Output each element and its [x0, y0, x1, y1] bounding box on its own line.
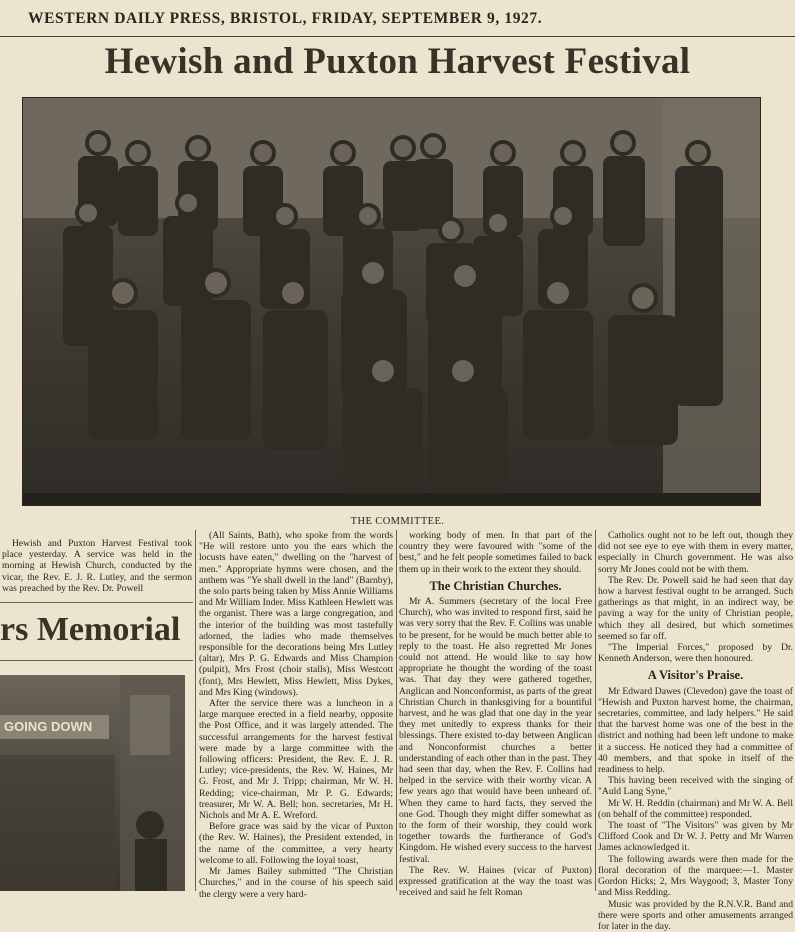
newspaper-masthead: [0, 0, 795, 37]
col4-paragraph: The toast of "The Visitors" was given by Mr Clifford Cook and Dr W. J. Petty and Mr Warren James acknowledged it.: [598, 820, 793, 854]
col4-paragraph: The Rev. Dr. Powell said he had seen that day how a harvest festival ought to be arranged. Such gatherings as that might, in an indirect way, be paving a way for the unity of Christian people, which they all desired, but which sometimes seemed so far off.: [598, 575, 793, 642]
committee-photo: [22, 97, 761, 506]
photo-caption: THE COMMITTEE.: [0, 516, 795, 527]
col3-paragraph: working body of men. In that part of the country they were favoured with "some of the best," and he felt people sometimes failed to back them up in their work to the extent they should.: [399, 530, 592, 575]
column-4: [598, 530, 793, 891]
col2-paragraph: (All Saints, Bath), who spoke from the words "He will restore unto you the ears which the locusts have eaten," dwelling on the "harvest of men." Appropriate hymns were chosen, and the anthem was "Ye shall dwell in the land" (Barnby), the solo parts being taken by Miss Annie Williams and Mr William Inder. Miss Kathleen Hewlett was the organist. There was a large congregation, and the interior of the building was most tastefully adorned, the ladies who made themselves responsible for the decorations being Mrs Lutley (altar), Mrs P. G. Edwards and Miss Champion (pulpit), Mrs Frost (choir stalls), Miss Westcott (font), Mrs Hewlett, Miss Hewlett, Miss Dykes, and Mrs King (windows).: [199, 530, 393, 698]
column-divider: [0, 602, 193, 603]
memorial-headline: rs Memorial: [0, 611, 192, 653]
col4-paragraph: The following awards were then made for the floral decoration of the marquee:—1. Master Gordon Hicks; 2, Mrs Waygood; 3, Master Tony and Miss Redding.: [598, 854, 793, 899]
column-2: [199, 530, 393, 891]
col4-paragraph: This having been received with the singing of "Auld Lang Syne,": [598, 775, 793, 797]
col3-paragraph: Mr A. Summers (secretary of the local Free Church), who was invited to respond first, said he was very sorry that the Rev. F. Collins was unable to be present, for he would be much better able to reply to the toast. He also regretted Mr Jones could not attend. He would like to say how appropriate he thought the wording of the toast was. That day they were gathered together, Anglican and Nonconformist, as parts of the great Christian Church in thanksgiving for a bountiful harvest, and he was glad that one day in the year they met unitedly to express thanks for their blessings. There existed to-day between Anglican and Nonconformist churches a better understanding of each other than in the past. They had seen that day, when the Rev. F. Collins had helped in the service with their worthy vicar. A few years ago that would have been unheard of. When they came to hard facts, they served the one God. Though they might differ somewhat as to the form of their worship, they could work together towards the furtherance of God's Kingdom. He wished every success to the harvest festival.: [399, 596, 592, 865]
memorial-sign: GOING DOWN: [0, 715, 109, 739]
col1-paragraph: Hewish and Puxton Harvest Festival took place yesterday. A service was held in the morning at Hewish Church, conducted by the vicar, the Rev. E. J. R. Lutley, and the sermon was preached by the Rev. Dr. Powell: [2, 538, 192, 594]
col4-paragraph: Music was provided by the R.N.V.R. Band and there were sports and other amusements arranged for later in the day.: [598, 899, 793, 932]
col3-paragraph: The Rev. W. Haines (vicar of Puxton) expressed gratification at the way the toast was received and said he felt Roman: [399, 865, 592, 899]
section-subheading: A Visitor's Praise.: [598, 670, 793, 681]
article-headline: Hewish and Puxton Harvest Festival: [0, 40, 795, 83]
col4-paragraph: Catholics ought not to be left out, though they did not see eye to eye with them in every matter, especially in Church government. He was also sorry Mr Jones could not be with them.: [598, 530, 793, 575]
col2-paragraph: After the service there was a luncheon in a large marquee erected in a field nearby, opposite the Post Office, and it was largely attended. The successful arrangements for the harvest festival were made by a large committee with the following officers: President, the Rev. E. J. R. Lutley; vice-presidents, the Rev. W. Haines, Mr G. Frost, and Mr J. Tripp; chairman, Mr W. H. Redding; vice-chairman, Mr P. G. Edwards; treasurer, Mr W. A. Bell; hon. secretaries, Mr H. Nichols and Mr A. E. Wreford.: [199, 698, 393, 821]
column-divider: [396, 530, 397, 891]
column-1: [2, 538, 192, 596]
col2-paragraph: Mr James Bailey submitted "The Christian Churches," and in the course of his speech said the clergy were a very hard-: [199, 866, 393, 900]
column-divider: [0, 660, 193, 661]
col4-paragraph: Mr W. H. Reddin (chairman) and Mr W. A. Bell (on behalf of the committee) responded.: [598, 798, 793, 820]
memorial-photo-illustration: [0, 675, 185, 891]
column-3: [399, 530, 592, 891]
memorial-photo: [0, 675, 185, 891]
col4-paragraph: "The Imperial Forces," proposed by Dr. Kenneth Anderson, were then honoured.: [598, 642, 793, 664]
col4-paragraph: Mr Edward Dawes (Clevedon) gave the toast of "Hewish and Puxton harvest home, the chairman, secretaries, committee, and lady helpers." He said that the harvest home was one of the best in the district and nothing had been left undone to make it a success. He noticed they had a committee of 40 members, and that spoke in itself of the readiness to help.: [598, 686, 793, 776]
committee-photo-illustration: [23, 98, 760, 505]
column-divider: [595, 530, 596, 891]
col2-paragraph: Before grace was said by the vicar of Puxton (the Rev. W. Haines), the President extended, in the name of the committee, a very hearty welcome to all. Following the loyal toast,: [199, 821, 393, 866]
column-divider: [195, 530, 196, 891]
section-subheading: The Christian Churches.: [399, 581, 592, 592]
masthead-text: WESTERN DAILY PRESS, BRISTOL, FRIDAY, SEPTEMBER 9, 1927.: [28, 10, 542, 28]
